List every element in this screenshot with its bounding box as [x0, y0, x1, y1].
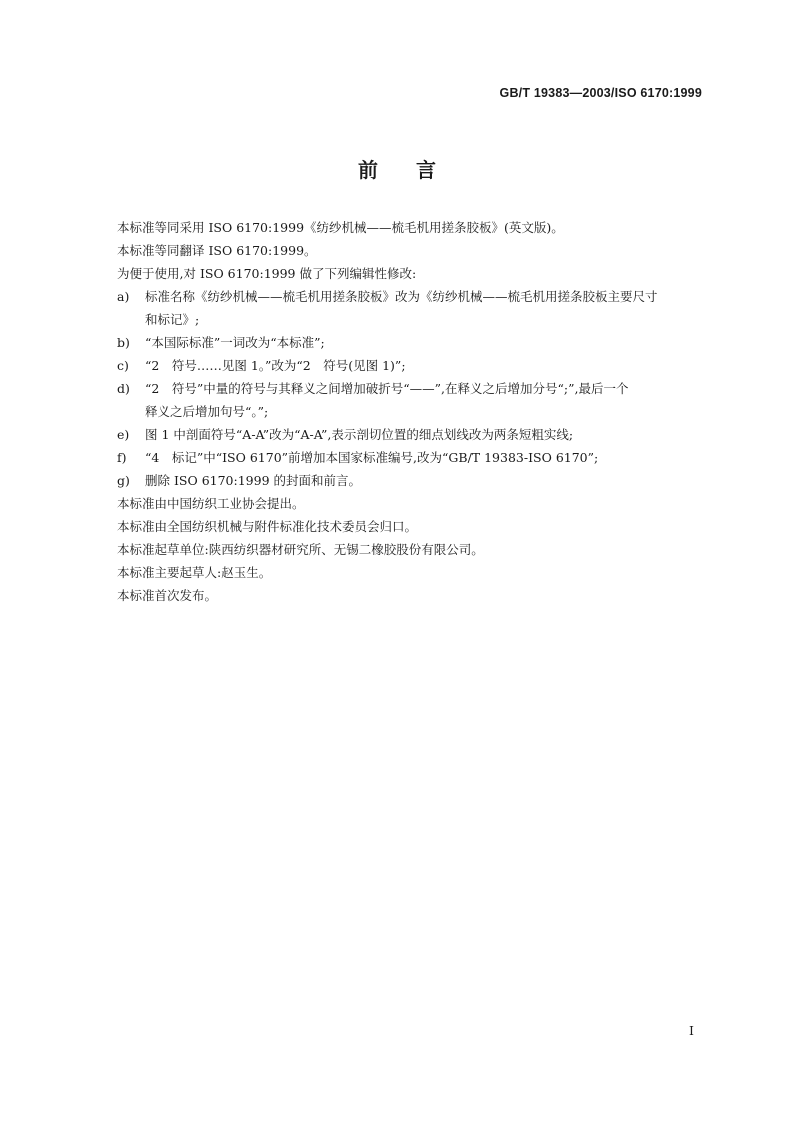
list-item-label: b): [117, 335, 130, 350]
list-item-label: e): [117, 427, 130, 442]
list-item-text: [145, 423, 707, 446]
page-number: I: [689, 1023, 694, 1038]
list-item-text: [145, 285, 707, 331]
list-item-text: [145, 446, 707, 469]
list-item-line: 删除 ISO 6170:1999 的封面和前言。: [145, 473, 362, 488]
list-item-line: “4 标记”中“ISO 6170”前增加本国家标准编号,改为“GB/T 19383-ISO 6170”;: [145, 450, 599, 465]
list-item-label: f): [117, 450, 127, 465]
list-item-c: [117, 354, 707, 377]
list-item-text: [145, 354, 707, 377]
list-item-line: 释义之后增加句号“。”;: [145, 404, 269, 419]
list-item-label: d): [117, 381, 130, 396]
list-item-d: [117, 377, 707, 423]
paragraph-first-release: 本标准首次发布。: [117, 588, 218, 603]
list-item-line: “本国际标准”一词改为“本标准”;: [145, 335, 325, 350]
paragraph-drafters: 本标准主要起草人:赵玉生。: [117, 565, 272, 580]
list-item-f: [117, 446, 707, 469]
list-item-a: [117, 285, 707, 331]
list-item-line: “2 符号”中量的符号与其释义之间增加破折号“——”,在释义之后增加分号“;”,最后一个: [145, 381, 629, 396]
list-item-e: [117, 423, 707, 446]
paragraph-adoption: 本标准等同采用 ISO 6170:1999《纺纱机械——梳毛机用搓条胶板》(英文版)。: [117, 220, 564, 235]
list-item-g: [117, 469, 707, 492]
standard-number-header: GB/T 19383—2003/ISO 6170:1999: [499, 86, 702, 100]
page-title: 前言: [358, 158, 474, 182]
list-item-line: 标准名称《纺纱机械——梳毛机用搓条胶板》改为《纺纱机械——梳毛机用搓条胶板主要尺寸: [145, 289, 658, 304]
list-item-line: 图 1 中剖面符号“A-A”改为“A-A”,表示剖切位置的细点划线改为两条短粗实线;: [145, 427, 574, 442]
list-item-text: [145, 469, 707, 492]
paragraph-modifications-intro: 为便于使用,对 ISO 6170:1999 做了下列编辑性修改:: [117, 266, 417, 281]
paragraph-proposer: 本标准由中国纺织工业协会提出。: [117, 496, 305, 511]
list-item-label: g): [117, 473, 130, 488]
paragraph-translation: 本标准等同翻译 ISO 6170:1999。: [117, 243, 317, 258]
foreword-body: [117, 216, 707, 607]
list-item-label: a): [117, 289, 130, 304]
list-item-text: [145, 377, 707, 423]
paragraph-committee: 本标准由全国纺织机械与附件标准化技术委员会归口。: [117, 519, 418, 534]
paragraph-drafting-units: 本标准起草单位:陕西纺织器材研究所、无锡二橡胶股份有限公司。: [117, 542, 484, 557]
list-item-b: [117, 331, 707, 354]
list-item-label: c): [117, 358, 129, 373]
list-item-line: 和标记》;: [145, 312, 200, 327]
list-item-text: [145, 331, 707, 354]
list-item-line: “2 符号……见图 1。”改为“2 符号(见图 1)”;: [145, 358, 406, 373]
